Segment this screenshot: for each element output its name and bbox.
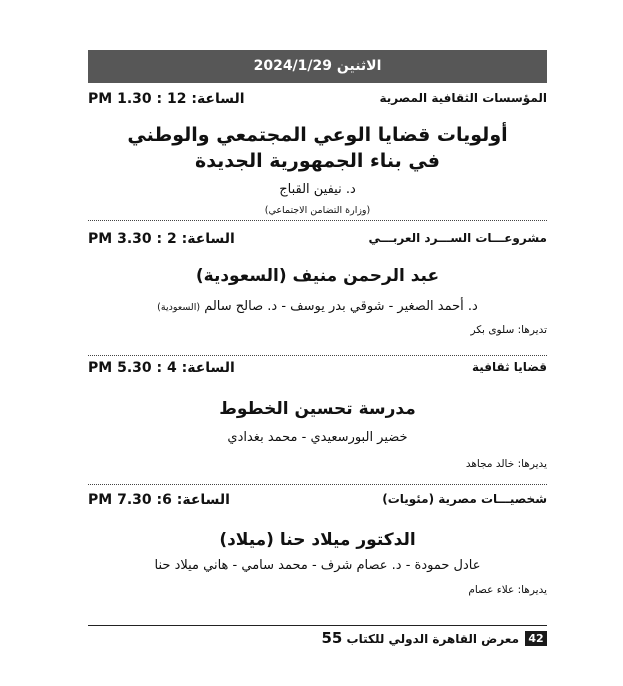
divider <box>88 355 547 356</box>
session-1-header <box>88 91 547 111</box>
date-label: الاثنين 2024/1/29 <box>253 58 382 74</box>
session-1-time: الساعة: 12 : 1.30 PM <box>88 91 245 107</box>
footer-rule <box>88 625 547 626</box>
session-2-speakers-note: (السعودية) <box>157 302 201 313</box>
session-4-title: الدكتور ميلاد حنا (ميلاد) <box>219 530 416 550</box>
session-2-speakers: د. أحمد الصغير - شوقي بدر يوسف - د. صالح سالم <box>204 299 478 314</box>
session-3-speakers: خضير البورسعيدي - محمد بغدادي <box>227 430 408 445</box>
session-4-time: الساعة: 6: 7.30 PM <box>88 492 230 508</box>
session-4-speakers: عادل حمودة - د. عصام شرف - محمد سامي - هاني ميلاد حنا <box>154 558 481 573</box>
session-4-moderator: يديرها: علاء عصام <box>468 584 547 596</box>
session-1-affiliation: (وزارة التضامن الاجتماعي) <box>264 205 371 216</box>
session-1-title-line2: في بناء الجمهورية الجديدة <box>194 150 440 172</box>
session-1-category: المؤسسات الثقافية المصرية <box>379 91 547 105</box>
session-1-title-line1: أولويات قضايا الوعي المجتمعي والوطني <box>127 124 508 146</box>
session-2-category: مشروعـــات الســـرد العربـــي <box>368 231 547 245</box>
session-2-speakers-line <box>88 299 547 314</box>
session-3-moderator: يديرها: خالد مجاهد <box>465 458 547 470</box>
date-header <box>88 50 547 83</box>
session-3-title: مدرسة تحسين الخطوط <box>219 399 416 419</box>
session-4-header <box>88 492 547 512</box>
footer-edition: 55 <box>321 629 343 647</box>
session-3-category: قضايا ثقافية <box>471 360 547 374</box>
session-3-header <box>88 360 547 380</box>
divider <box>88 220 547 221</box>
session-3-time: الساعة: 4 : 5.30 PM <box>88 360 235 376</box>
session-2-header <box>88 231 547 251</box>
session-2-time: الساعة: 2 : 3.30 PM <box>88 231 235 247</box>
session-2-title: عبد الرحمن منيف (السعودية) <box>195 266 440 286</box>
footer <box>88 629 547 649</box>
session-4-category: شخصيـــات مصرية (مئويات) <box>382 492 547 506</box>
divider <box>88 484 547 485</box>
footer-brand <box>317 629 519 647</box>
session-1-speakers: د. نيفين القباج <box>279 182 356 197</box>
footer-brand-name: معرض القاهرة الدولي للكتاب <box>346 632 519 646</box>
session-2-moderator: تديرها: سلوى بكر <box>470 324 547 336</box>
page-number: 42 <box>525 631 547 646</box>
